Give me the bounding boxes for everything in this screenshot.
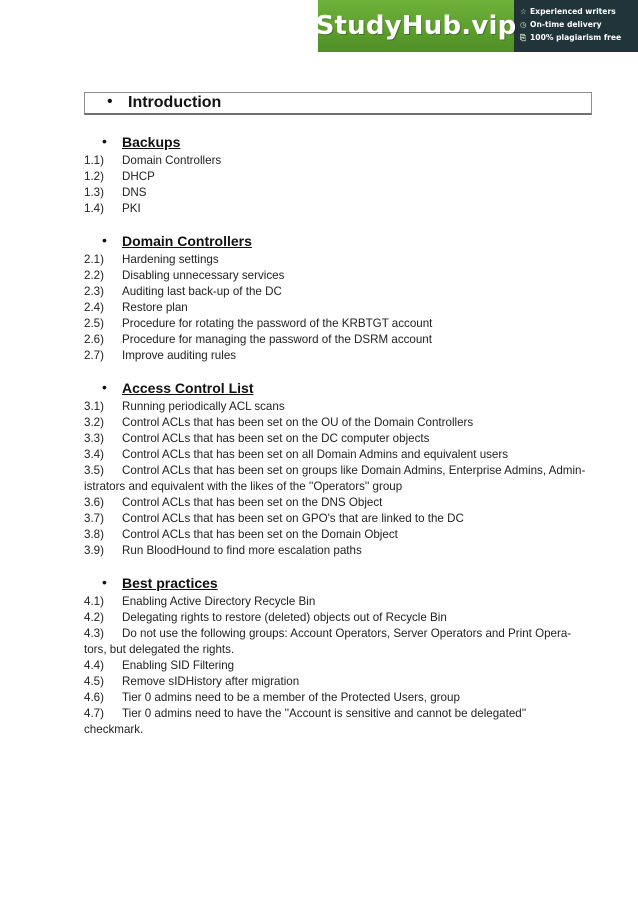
clock-icon: ◷ — [520, 20, 527, 29]
item-number: 1.3) — [84, 186, 104, 199]
perk-item — [520, 5, 638, 18]
section-best-practices — [84, 575, 604, 738]
list-item — [84, 201, 604, 217]
item-text: DHCP — [122, 170, 155, 183]
item-number: 4.1) — [84, 595, 104, 608]
item-number: 2.6) — [84, 333, 104, 346]
list-item — [84, 332, 604, 348]
item-text: Restore plan — [122, 301, 188, 314]
item-text: Control ACLs that has been set on the OU of the Domain Controllers — [122, 416, 474, 429]
item-number: 4.2) — [84, 611, 104, 624]
item-number: 1.1) — [84, 154, 104, 167]
item-text: Hardening settings — [122, 253, 219, 266]
item-text: Auditing last back-up of the DC — [122, 285, 282, 298]
section-access-control-list — [84, 380, 604, 559]
item-number: 2.4) — [84, 301, 104, 314]
item-text: Control ACLs that has been set on all Domain Admins and equivalent users — [122, 448, 509, 461]
item-number: 3.3) — [84, 432, 104, 445]
item-text: Run BloodHound to find more escalation paths — [122, 544, 362, 557]
item-text: Do not use the following groups: Account Operators, Server Operators and Print Opera- — [122, 627, 572, 640]
perk-item — [520, 31, 638, 44]
item-number: 3.4) — [84, 448, 104, 461]
item-text: Running periodically ACL scans — [122, 400, 285, 413]
item-number: 1.4) — [84, 202, 104, 215]
list-item — [84, 495, 604, 511]
item-number: 3.2) — [84, 416, 104, 429]
list-item — [84, 674, 604, 690]
list-item — [84, 447, 604, 463]
heading-text: Access Control List — [122, 380, 254, 396]
list-item — [84, 527, 604, 543]
section-heading — [84, 380, 604, 398]
list-item — [84, 316, 604, 332]
section-heading — [84, 134, 604, 152]
list-item — [84, 431, 604, 447]
list-item — [84, 594, 604, 610]
item-text: Control ACLs that has been set on the DC computer objects — [122, 432, 430, 445]
item-number: 4.5) — [84, 675, 104, 688]
bullet-icon: • — [102, 232, 107, 248]
perk-text: On-time delivery — [530, 20, 602, 29]
title-box — [84, 92, 592, 115]
item-number: 4.6) — [84, 691, 104, 704]
list-item — [84, 543, 604, 559]
list-item — [84, 252, 604, 268]
list-item — [84, 690, 604, 706]
item-text: DNS — [122, 186, 147, 199]
item-text: Control ACLs that has been set on the Domain Object — [122, 528, 398, 541]
item-number: 3.1) — [84, 400, 104, 413]
item-text: Tier 0 admins need to have the ''Account is sensitive and cannot be delegated'' — [122, 707, 527, 720]
item-number: 2.1) — [84, 253, 104, 266]
item-number: 2.2) — [84, 269, 104, 282]
item-number: 3.7) — [84, 512, 104, 525]
copy-icon: ⎘ — [520, 33, 527, 42]
perks-list — [520, 5, 638, 44]
section-heading — [84, 233, 604, 251]
item-text: PKI — [122, 202, 141, 215]
item-text-continuation: tors, but delegated the rights. — [84, 643, 235, 656]
studyhub-banner[interactable] — [315, 0, 638, 52]
section-domain-controllers — [84, 233, 604, 364]
list-item — [84, 511, 604, 527]
item-number: 4.3) — [84, 627, 104, 640]
item-text-continuation: checkmark. — [84, 723, 144, 736]
list-item — [84, 415, 604, 431]
list-item — [84, 658, 604, 674]
item-number: 3.8) — [84, 528, 104, 541]
item-number: 2.5) — [84, 317, 104, 330]
star-icon: ☆ — [520, 7, 527, 16]
item-text: Procedure for rotating the password of the KRBTGT account — [122, 317, 433, 330]
studyhub-logo[interactable] — [315, 0, 517, 52]
item-text: Enabling Active Directory Recycle Bin — [122, 595, 316, 608]
item-number: 3.5) — [84, 464, 104, 477]
item-number: 1.2) — [84, 170, 104, 183]
brand-name: StudyHub.vip — [315, 11, 517, 41]
item-text: Improve auditing rules — [122, 349, 237, 362]
list-item — [84, 610, 604, 626]
item-text: Control ACLs that has been set on groups like Domain Admins, Enterprise Admins, Admin- — [122, 464, 586, 477]
item-number: 3.9) — [84, 544, 104, 557]
list-item — [84, 626, 604, 658]
bullet-icon: • — [102, 133, 107, 149]
item-number: 4.4) — [84, 659, 104, 672]
list-item — [84, 284, 604, 300]
perk-text: 100% plagiarism free — [530, 33, 622, 42]
heading-text: Backups — [122, 134, 181, 150]
list-item — [84, 300, 604, 316]
item-text: Disabling unnecessary services — [122, 269, 285, 282]
list-item — [84, 153, 604, 169]
list-item — [84, 185, 604, 201]
bullet-icon: • — [107, 93, 113, 110]
perk-text: Experienced writers — [530, 7, 616, 16]
item-number: 4.7) — [84, 707, 104, 720]
bullet-icon: • — [102, 379, 107, 395]
list-item — [84, 399, 604, 415]
page-title: Introduction — [128, 94, 222, 111]
item-text-continuation: istrators and equivalent with the likes of the ''Operators'' group — [84, 480, 403, 493]
heading-text: Domain Controllers — [122, 233, 252, 249]
item-text: Tier 0 admins need to be a member of the Protected Users, group — [122, 691, 460, 704]
item-text: Enabling SID Filtering — [122, 659, 235, 672]
item-text: Remove sIDHistory after migration — [122, 675, 300, 688]
item-number: 3.6) — [84, 496, 104, 509]
item-text: Delegating rights to restore (deleted) objects out of Recycle Bin — [122, 611, 447, 624]
list-item — [84, 268, 604, 284]
heading-text: Best practices — [122, 575, 218, 591]
item-text: Control ACLs that has been set on GPO's that are linked to the DC — [122, 512, 464, 525]
item-number: 2.7) — [84, 349, 104, 362]
list-item — [84, 706, 604, 738]
item-number: 2.3) — [84, 285, 104, 298]
list-item — [84, 463, 604, 495]
item-text: Control ACLs that has been set on the DNS Object — [122, 496, 383, 509]
list-item — [84, 348, 604, 364]
item-text: Procedure for managing the password of the DSRM account — [122, 333, 432, 346]
bullet-icon: • — [102, 574, 107, 590]
section-heading — [84, 575, 604, 593]
section-backups — [84, 134, 604, 217]
item-text: Domain Controllers — [122, 154, 222, 167]
perk-item — [520, 18, 638, 31]
list-item — [84, 169, 604, 185]
